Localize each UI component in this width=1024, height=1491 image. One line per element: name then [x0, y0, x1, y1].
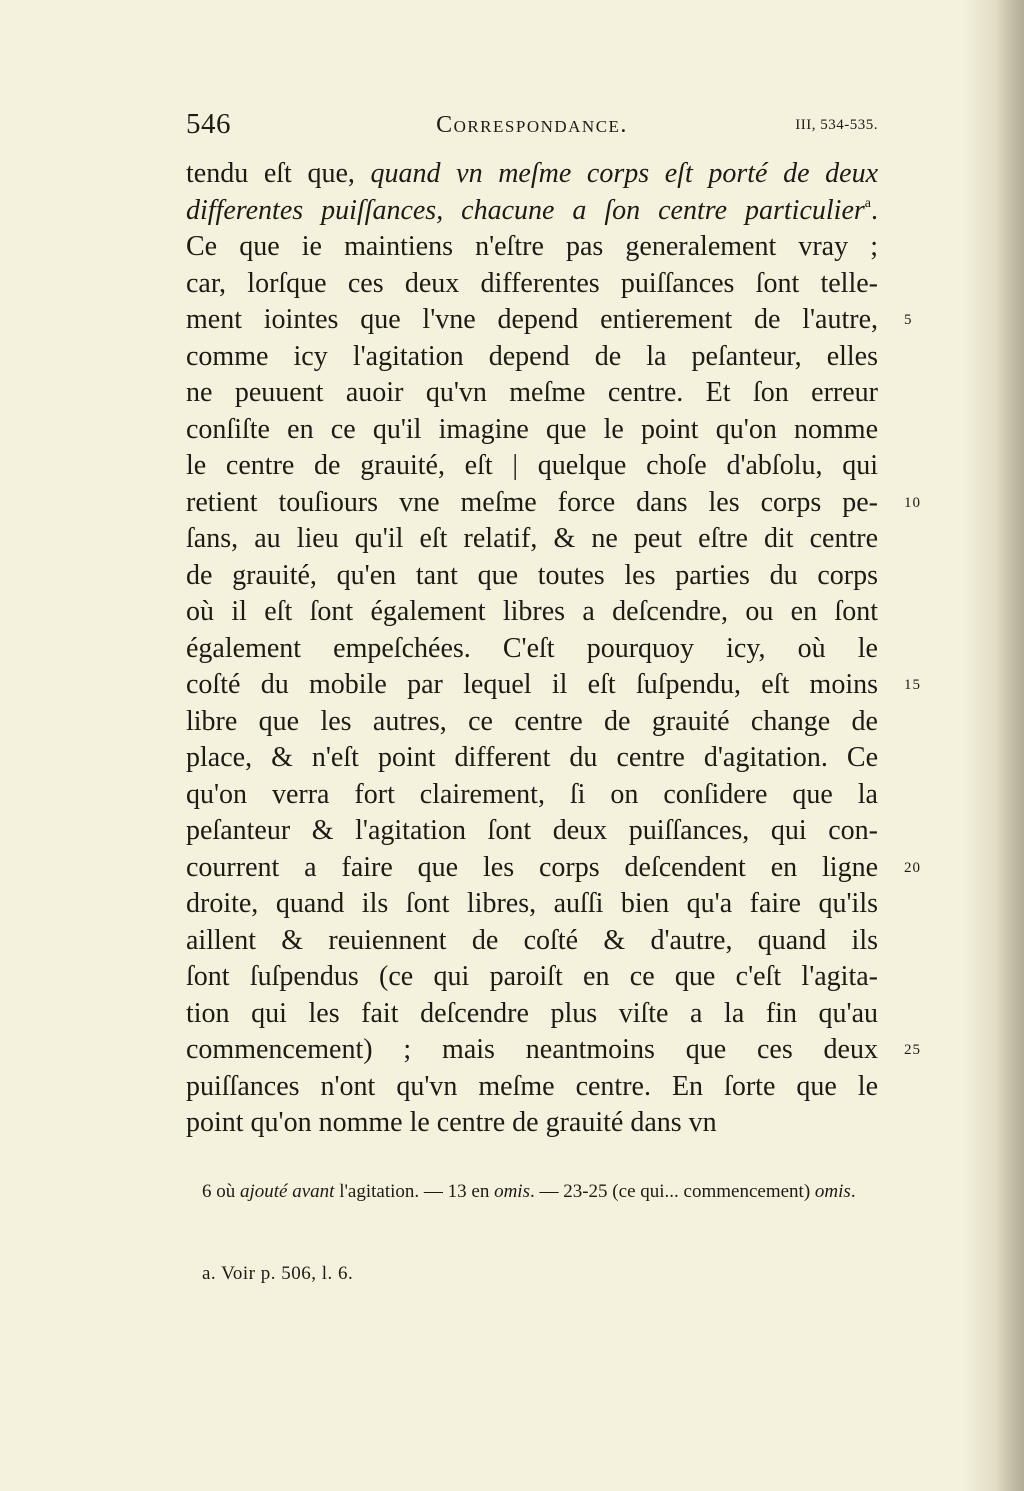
variant-text: . — 23-25 (ce qui... commencement): [529, 1181, 815, 1202]
line-text: qu'on verra fort clairement, ſi on conſidere que la: [186, 778, 878, 810]
text-line: [186, 959, 878, 996]
text-line: [186, 740, 878, 777]
variant-text: .: [850, 1181, 856, 1202]
text-line: [186, 923, 878, 960]
text-line: [186, 667, 921, 704]
line-number: 20: [904, 859, 921, 876]
text-line: [186, 1069, 878, 1106]
line-text: Ce que ie maintiens n'eſtre pas generalement vray ;: [186, 231, 878, 262]
line-text: de grauité, qu'en tant que toutes les parties du corps: [186, 559, 878, 591]
text-line: [186, 1105, 878, 1142]
text-line: differentes puiſſances, chacune a ſon centre particulier$^a$.: [186, 194, 878, 226]
text-line: [186, 302, 913, 339]
line-text: puiſſances n'ont qu'vn meſme centre. En ſorte que le: [186, 1070, 878, 1102]
text-line: [186, 777, 878, 814]
page-number: 546: [186, 108, 231, 140]
line-text: comme icy l'agitation depend de la peſanteur, elles: [186, 340, 878, 372]
line-text: le centre de grauité, eſt | quelque choſe d'abſolu, qui: [186, 450, 878, 481]
page-edge-shadow: [996, 0, 1024, 1491]
line-text: tendu eſt que,: [186, 158, 371, 189]
text-line: [186, 886, 878, 923]
line-number: 15: [904, 677, 921, 693]
variant-notes: [182, 1178, 882, 1205]
text-line: [186, 996, 878, 1033]
line-text: ſont ſuſpendus (ce qui paroiſt en ce que c'eſt l'agita-: [186, 961, 878, 992]
text-line: [186, 558, 878, 595]
text-line: [186, 485, 921, 522]
line-text: également empeſchées. C'eſt pourquoy icy, où le: [186, 632, 878, 664]
text-line: [186, 594, 878, 631]
line-text: coſté du mobile par lequel il eſt ſuſpendu, eſt moins: [186, 669, 878, 700]
body-text: [186, 156, 921, 1142]
line-text: place, & n'eſt point different du centre d'agitation. Ce: [186, 742, 878, 773]
text-line: [186, 850, 921, 887]
page-header: [186, 108, 878, 148]
line-text: commencement) ; mais neantmoins que ces deux: [186, 1034, 878, 1065]
footnote: a. Voir p. 506, l. 6.: [202, 1263, 354, 1284]
running-title: Correspondance.: [436, 112, 628, 138]
line-text: car, lorſque ces deux differentes puiſſances ſont telle-: [186, 267, 878, 299]
text-line: [186, 229, 878, 266]
text-line: [186, 412, 878, 449]
text-line: [186, 339, 878, 376]
variant-italic: omis: [494, 1181, 530, 1202]
line-text: aillent & reuiennent de coſté & d'autre, quand ils: [186, 924, 878, 956]
line-text: peſanteur & l'agitation ſont deux puiſſances, qui con-: [186, 815, 878, 846]
text-line: [186, 704, 878, 741]
line-text: courrent a faire que les corps deſcendent en ligne: [186, 851, 878, 883]
line-text: retient touſiours vne meſme force dans les corps pe-: [186, 486, 878, 518]
line-text: ment iointes que l'vne depend entierement de l'autre,: [186, 304, 878, 335]
line-text: où il eſt ſont également libres a deſcendre, ou en ſont: [186, 596, 878, 627]
footnote-marker: a: [864, 195, 871, 211]
line-text: point qu'on nomme le centre de grauité dans vn: [186, 1107, 717, 1138]
line-number: 25: [904, 1042, 921, 1058]
line-text: conſiſte en ce qu'il imagine que le point qu'on nomme: [186, 413, 878, 445]
variant-note: [182, 1178, 882, 1205]
text-line: [186, 448, 878, 485]
text-line: [186, 156, 878, 193]
italic-quote: differentes puiſſances, chacune a ſon centre particulier: [186, 194, 865, 226]
italic-quote: quand vn meſme corps eſt porté de deux: [370, 158, 878, 189]
line-text: droite, quand ils ſont libres, auſſi bien qu'a faire qu'ils: [186, 888, 878, 919]
text-line: [186, 631, 878, 668]
variant-text: 6 où: [202, 1181, 240, 1202]
text-line: [186, 266, 878, 303]
line-number: 10: [904, 494, 921, 511]
text-line: [186, 813, 878, 850]
line-number: 5: [904, 312, 913, 328]
line-text: libre que les autres, ce centre de grauité change de: [186, 705, 878, 737]
page-reference: III, 534-535.: [795, 117, 878, 133]
line-text: ſans, au lieu qu'il eſt relatif, & ne peut eſtre dit centre: [186, 523, 878, 554]
line-text: tion qui les fait deſcendre plus viſte a la fin qu'au: [186, 997, 878, 1029]
variant-italic: omis: [814, 1181, 851, 1202]
line-text: ne peuuent auoir qu'vn meſme centre. Et ſon erreur: [186, 377, 878, 408]
variant-italic: ajouté avant: [240, 1181, 335, 1202]
text-line: [186, 375, 878, 412]
text-line: [186, 521, 878, 558]
variant-text: l'agitation. — 13 en: [334, 1181, 495, 1202]
text-line: [186, 1032, 921, 1069]
